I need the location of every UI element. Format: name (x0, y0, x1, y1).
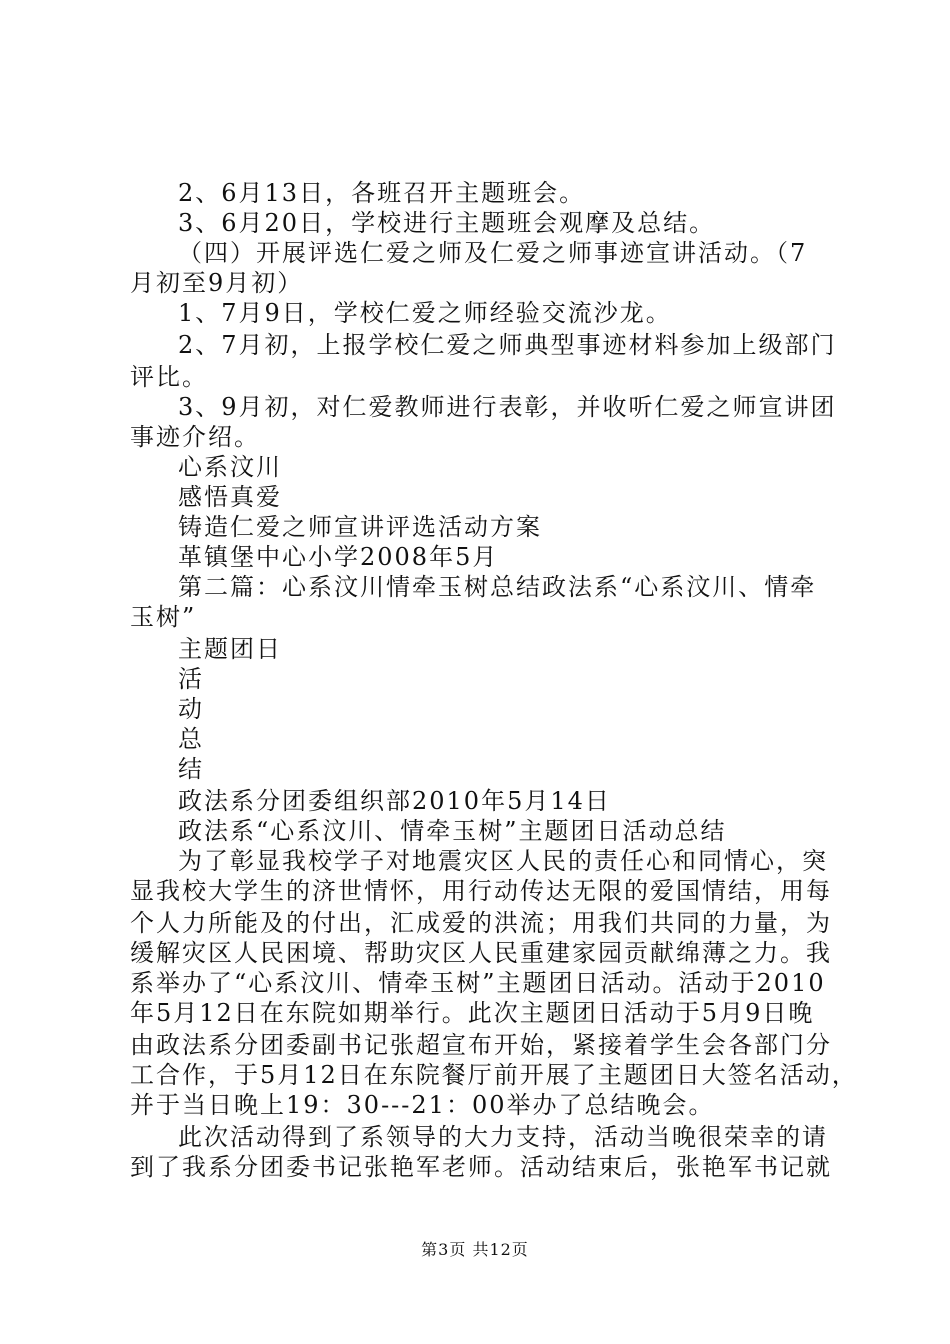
text-line: 3、6月20日，学校进行主题班会观摩及总结。 (178, 209, 716, 237)
text-line: 政法系“心系汶川、情牵玉树”主题团日活动总结 (178, 817, 727, 845)
text-line: 主题团日 (178, 635, 282, 663)
text-line: 活 (178, 665, 204, 693)
text-line: 为了彰显我校学子对地震灾区人民的责任心和同情心，突 (178, 847, 828, 875)
text-line: 年5月12日在东院如期举行。此次主题团日活动于5月9日晚 (130, 999, 815, 1027)
text-line: 心系汶川 (178, 453, 282, 481)
text-line: 并于当日晚上19：30---21：00举办了总结晚会。 (130, 1091, 715, 1119)
text-line: 玉树” (130, 603, 197, 631)
page-footer: 第3页 共12页 (421, 1240, 529, 1259)
text-line: 总 (178, 725, 204, 753)
text-line: （四）开展评选仁爱之师及仁爱之师事迹宣讲活动。（7 (178, 239, 808, 267)
text-line: 1、7月9日，学校仁爱之师经验交流沙龙。 (178, 299, 672, 327)
text-line: 到了我系分团委书记张艳军老师。活动结束后，张艳军书记就 (130, 1153, 832, 1181)
text-line: 显我校大学生的济世情怀，用行动传达无限的爱国情结，用每 (130, 877, 832, 905)
text-line: 政法系分团委组织部2010年5月14日 (178, 787, 611, 815)
text-line: 由政法系分团委副书记张超宣布开始，紧接着学生会各部门分 (130, 1031, 832, 1059)
text-line: 事迹介绍。 (130, 423, 260, 451)
text-line: 动 (178, 695, 204, 723)
text-line: 结 (178, 755, 204, 783)
text-line: 3、9月初，对仁爱教师进行表彰，并收听仁爱之师宣讲团 (178, 393, 837, 421)
text-line: 评比。 (130, 363, 208, 391)
text-line: 铸造仁爱之师宣讲评选活动方案 (178, 513, 542, 541)
text-line: 月初至9月初） (130, 269, 304, 297)
text-line: 2、7月初，上报学校仁爱之师典型事迹材料参加上级部门 (178, 331, 837, 359)
text-line: 感悟真爱 (178, 483, 282, 511)
text-line: 此次活动得到了系领导的大力支持，活动当晚很荣幸的请 (178, 1123, 828, 1151)
text-line: 2、6月13日，各班召开主题班会。 (178, 179, 586, 207)
text-line: 缓解灾区人民困境、帮助灾区人民重建家园贡献绵薄之力。我 (130, 939, 832, 967)
text-line: 第二篇：心系汶川情牵玉树总结政法系“心系汶川、情牵 (178, 573, 817, 601)
text-line: 个人力所能及的付出，汇成爱的洪流；用我们共同的力量，为 (130, 909, 832, 937)
text-line: 革镇堡中心小学2008年5月 (178, 543, 499, 571)
text-line: 工合作，于5月12日在东院餐厅前开展了主题团日大签名活动， (130, 1061, 858, 1089)
text-line: 系举办了“心系汶川、情牵玉树”主题团日活动。活动于2010 (130, 969, 826, 997)
